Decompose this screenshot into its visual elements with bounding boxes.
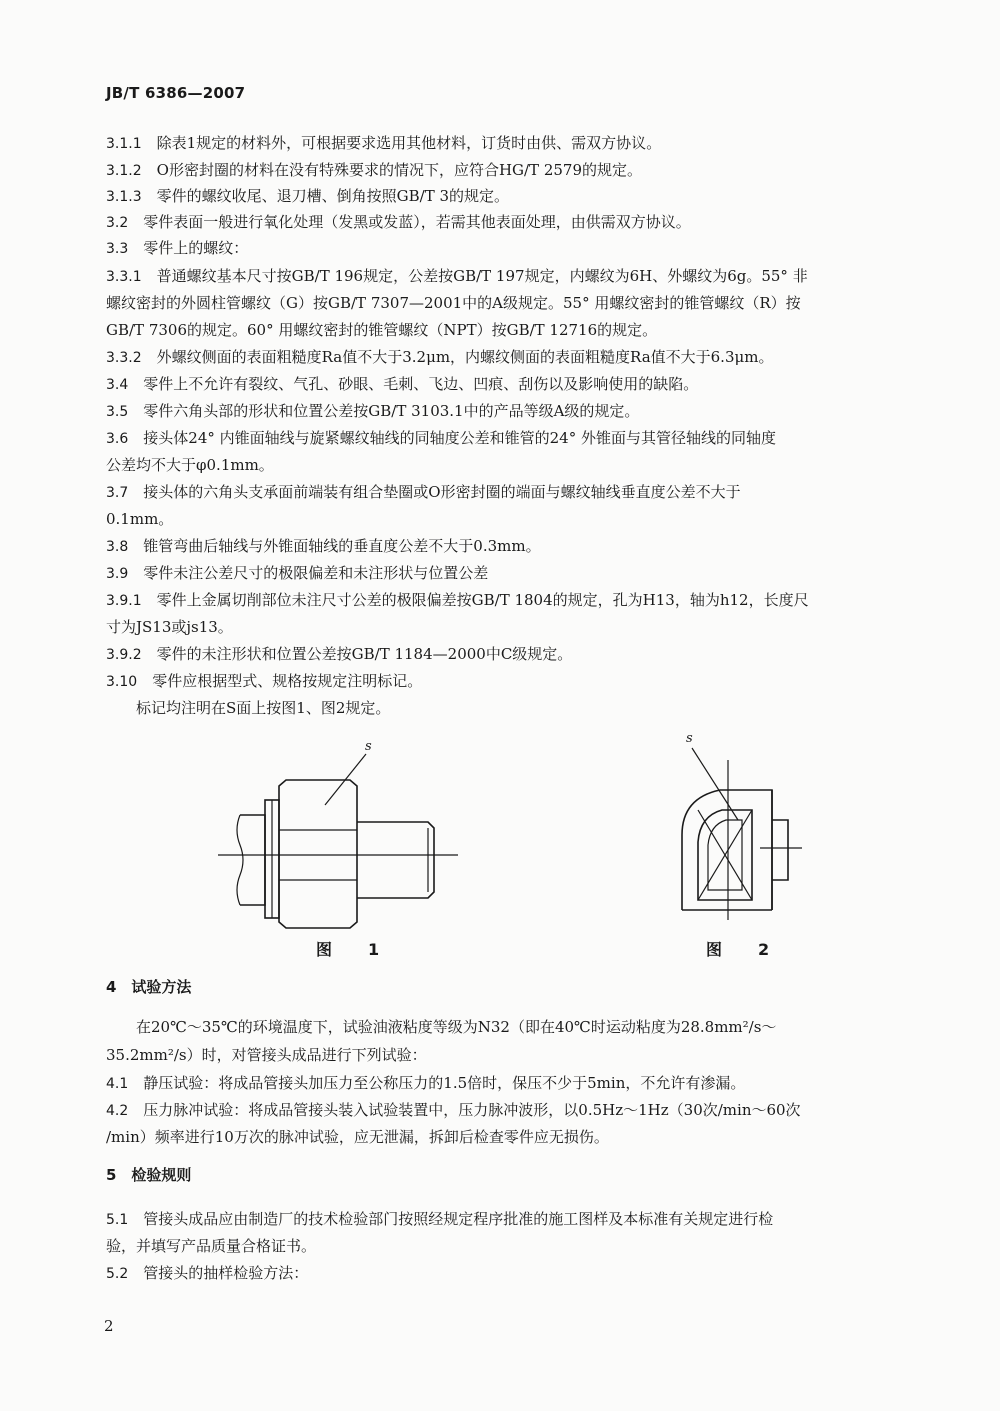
clause-text: 零件上不允许有裂纹、气孔、砂眼、毛刺、飞边、凹痕、刮伤以及影响使用的缺陷。: [143, 375, 699, 393]
clause-number: 5.2: [106, 1266, 129, 1282]
clause-line: [106, 1209, 908, 1230]
clause-text: 除表1规定的材料外，可根据要求选用其他材料，订货时由供、需双方协议。: [156, 134, 662, 152]
clause-continuation: [106, 1127, 908, 1147]
clause-text: 外螺纹侧面的表面粗糙度Ra值不大于3.2μm，内螺纹侧面的表面粗糙度Ra值不大于6.3μm。: [156, 348, 774, 366]
clause-text: 零件六角头部的形状和位置公差按GB/T 3103.1中的产品等级A级的规定。: [143, 402, 640, 420]
clause-text: 零件未注公差尺寸的极限偏差和未注形状与位置公差: [143, 564, 489, 582]
clause-number: 3.9: [106, 566, 129, 582]
clause-continuation: [106, 509, 908, 529]
clause-text: 锥管弯曲后轴线与外锥面轴线的垂直度公差不大于0.3mm。: [143, 537, 541, 555]
clause-number: 3.1.2: [106, 163, 142, 179]
clause-text: 接头体24° 内锥面轴线与旋紧螺纹轴线的同轴度公差和锥管的24° 外锥面与其管径轴线的同轴度: [143, 429, 776, 447]
clause-text: /min）频率进行10万次的脉冲试验，应无泄漏，拆卸后检查零件应无损伤。: [106, 1128, 609, 1146]
figure-2-caption: 图 2: [706, 940, 780, 959]
clause-continuation: [136, 698, 908, 718]
figure-1-s-marker: s: [365, 739, 372, 754]
clause-line: [106, 1073, 908, 1094]
clause-line: [106, 1100, 908, 1121]
clause-number: 3.5: [106, 404, 129, 420]
clause-text: 静压试验：将成品管接头加压力至公称压力的1.5倍时，保压不少于5min，不允许有渗漏。: [143, 1074, 746, 1092]
clause-number: 5.1: [106, 1212, 129, 1228]
clause-number: 3.1.3: [106, 189, 142, 205]
clause-text: 接头体的六角头支承面前端装有组合垫圈或O形密封圈的端面与螺纹轴线垂直度公差不大于: [143, 483, 741, 501]
clause-line: [106, 1263, 908, 1284]
clause-line: [106, 482, 908, 503]
clause-continuation: [106, 617, 908, 637]
clause-line: [106, 401, 908, 422]
clause-continuation: [106, 455, 908, 475]
clause-number: 4.2: [106, 1103, 129, 1119]
clause-line: [106, 536, 908, 557]
clause-line: [106, 428, 908, 449]
clause-line: [106, 671, 908, 692]
clause-continuation: [106, 320, 908, 340]
figure-1-caption: 图 1: [316, 940, 390, 959]
section-4-intro-cont: 35.2mm²/s）时，对管接头成品进行下列试验：: [106, 1046, 427, 1064]
clause-text: GB/T 7306的规定。60° 用螺纹密封的锥管螺纹（NPT）按GB/T 12716的规定。: [106, 321, 658, 339]
clause-text: 标记均注明在S面上按图1、图2规定。: [136, 699, 391, 717]
clause-text: 公差均不大于φ0.1mm。: [106, 456, 274, 474]
clause-number: 4.1: [106, 1076, 129, 1092]
section-4-intro: 在20℃～35℃的环境温度下，试验油液粘度等级为N32（即在40℃时运动粘度为28.8mm²/s～: [136, 1018, 777, 1036]
clause-text: 验，并填写产品质量合格证书。: [106, 1237, 317, 1255]
section-4-title: 4 试验方法: [106, 978, 192, 996]
clause-continuation: [106, 293, 908, 313]
clause-text: 压力脉冲试验：将成品管接头装入试验装置中，压力脉冲波形，以0.5Hz～1Hz（30次/min～60次: [143, 1101, 801, 1119]
clause-text: 普通螺纹基本尺寸按GB/T 196规定，公差按GB/T 197规定，内螺纹为6H、外螺纹为6g。55° 非: [156, 267, 808, 285]
clause-number: 3.1.1: [106, 136, 142, 152]
figure-2-drawing: [660, 730, 810, 920]
clause-number: 3.7: [106, 485, 129, 501]
clause-line: [106, 347, 908, 368]
clause-line: [106, 133, 908, 154]
clause-text: 零件上的螺纹：: [143, 239, 249, 257]
standard-code-header: JB/T 6386—2007: [106, 84, 246, 102]
clause-text: 零件的螺纹收尾、退刀槽、倒角按照GB/T 3的规定。: [156, 187, 510, 205]
clause-text: 管接头成品应由制造厂的技术检验部门按照经规定程序批准的施工图样及本标准有关规定进行检: [143, 1210, 774, 1228]
clause-text: 寸为JS13或js13。: [106, 618, 233, 636]
clause-number: 3.6: [106, 431, 129, 447]
clause-line: [106, 266, 908, 287]
clause-number: 3.3.2: [106, 350, 142, 366]
clause-text: 管接头的抽样检验方法：: [143, 1264, 309, 1282]
clause-text: 0.1mm。: [106, 510, 174, 528]
section-5-title: 5 检验规则: [106, 1166, 192, 1184]
page-number: 2: [104, 1317, 114, 1335]
clause-line: [106, 212, 908, 233]
clause-line: [106, 563, 908, 584]
clause-line: [106, 238, 908, 259]
figure-1-drawing: [210, 730, 470, 930]
clause-text: O形密封圈的材料在没有特殊要求的情况下，应符合HG/T 2579的规定。: [156, 161, 643, 179]
clause-number: 3.4: [106, 377, 129, 393]
clause-number: 3.9.2: [106, 647, 142, 663]
clause-line: [106, 186, 908, 207]
clause-line: [106, 160, 908, 181]
clause-text: 螺纹密封的外圆柱管螺纹（G）按GB/T 7307—2001中的A级规定。55° 用螺纹密封的锥管螺纹（R）按: [106, 294, 801, 312]
figure-2-s-marker: s: [686, 731, 693, 746]
clause-number: 3.3: [106, 241, 129, 257]
clause-number: 3.8: [106, 539, 129, 555]
clause-number: 3.3.1: [106, 269, 142, 285]
clause-text: 零件表面一般进行氧化处理（发黑或发蓝），若需其他表面处理，由供需双方协议。: [143, 213, 691, 231]
clause-line: [106, 644, 908, 665]
clause-line: [106, 590, 908, 611]
clause-text: 零件上金属切削部位未注尺寸公差的极限偏差按GB/T 1804的规定，孔为H13，轴为h12，长度尺: [156, 591, 809, 609]
clause-number: 3.10: [106, 674, 138, 690]
clause-number: 3.9.1: [106, 593, 142, 609]
clause-number: 3.2: [106, 215, 129, 231]
clause-line: [106, 374, 908, 395]
clause-text: 零件应根据型式、规格按规定注明标记。: [152, 672, 423, 690]
clause-continuation: [106, 1236, 908, 1256]
clause-text: 零件的未注形状和位置公差按GB/T 1184—2000中C级规定。: [156, 645, 573, 663]
